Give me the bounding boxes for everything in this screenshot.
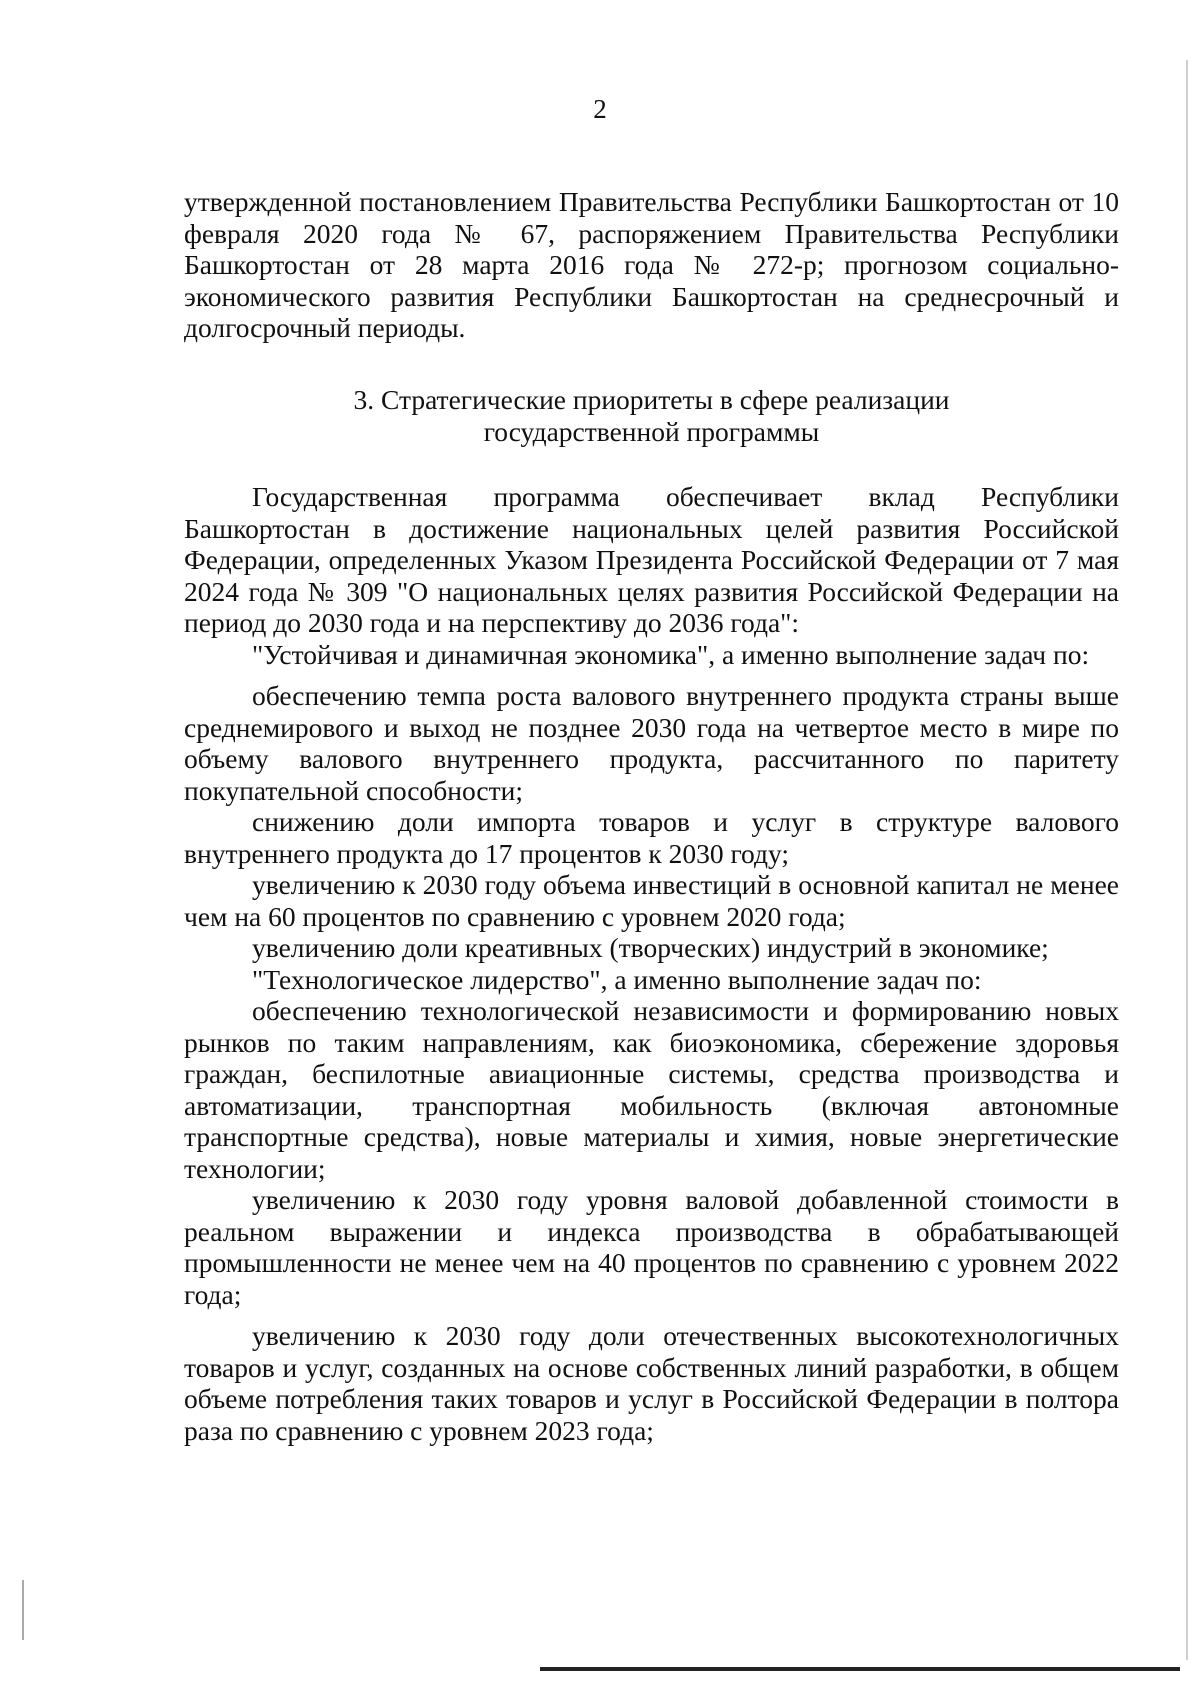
paragraph-sustainable-economy: "Устойчивая и динамичная экономика", а именно выполнение задач по: bbox=[252, 638, 1090, 670]
paragraph-national-goals: Государственная программа обеспечивает вклад Республики Башкортостан в достижение национальных целей развития Российской Федерации, определенных Указом Президента Российской Федерации от 7 мая 2024 года № 309 "О национальных целях развития Российской Федерации на период до 2030 года и на перспективу до 2036 года": bbox=[184, 481, 1119, 638]
paragraph-tech-leadership: "Технологическое лидерство", а именно выполнение задач по: bbox=[252, 963, 982, 995]
section-heading bbox=[184, 384, 1119, 447]
section-heading-line-2: государственной программы bbox=[483, 415, 820, 447]
intro-paragraph-block bbox=[184, 186, 1119, 344]
paragraph-tech-independence: обеспечению технологической независимости и формированию новых рынков по таким направлениям, как биоэкономика, сбережение здоровья граждан, беспилотные авиационные системы, средства производства и автоматизации, транспортная мобильность (включая автономные транспортные средства), новые материалы и химия, новые энергетические технологии; bbox=[184, 995, 1119, 1184]
paragraph-gdp-growth: обеспечению темпа роста валового внутреннего продукта страны выше среднемирового и выход не позднее 2030 года на четвертое место в мире по объему валового внутреннего продукта, рассчитанного по паритету покупательной способности; bbox=[184, 680, 1119, 806]
paragraph-investment: увеличению к 2030 году объема инвестиций в основной капитал не менее чем на 60 процентов по сравнению с уровнем 2020 года; bbox=[184, 869, 1119, 932]
page-number: 2 bbox=[593, 94, 607, 124]
scan-edge-bottom bbox=[540, 1667, 1180, 1671]
body-text bbox=[184, 481, 1119, 1446]
paragraph-high-tech-goods: увеличению к 2030 году доли отечественных высокотехнологичных товаров и услуг, созданных на основе собственных линий разработки, в общем объеме потребления таких товаров и услуг в Российской Федерации в полтора раза по сравнению с уровнем 2023 года; bbox=[184, 1320, 1119, 1446]
scan-edge-right bbox=[1186, 60, 1188, 1660]
paragraph-creative-industries: увеличению доли креативных (творческих) индустрий в экономике; bbox=[252, 932, 1049, 963]
paragraph-import-share: снижению доли импорта товаров и услуг в структуре валового внутреннего продукта до 17 процентов к 2030 году; bbox=[184, 806, 1119, 869]
paragraph-manufacturing: увеличению к 2030 году уровня валовой добавленной стоимости в реальном выражении и индекса производства в обрабатывающей промышленности не менее чем на 40 процентов по сравнению с уровнем 2022 года; bbox=[184, 1184, 1119, 1310]
scan-edge-left bbox=[22, 1580, 24, 1640]
section-heading-line-1: 3. Стратегические приоритеты в сфере реализации bbox=[353, 384, 950, 415]
intro-paragraph: утвержденной постановлением Правительства Республики Башкортостан от 10 февраля 2020 года № 67, распоряжением Правительства Республики Башкортостан от 28 марта 2016 года № 272-р; прогнозом социально-экономического развития Республики Башкортостан на среднесрочный и долгосрочный периоды. bbox=[184, 186, 1119, 343]
